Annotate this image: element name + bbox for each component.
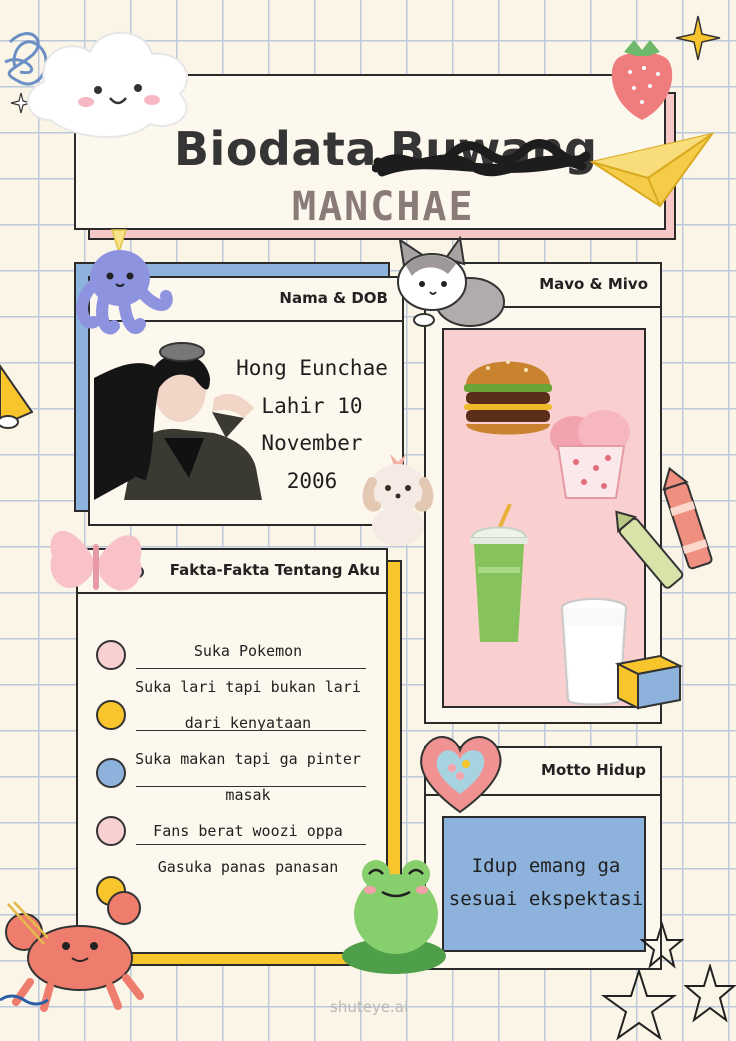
fact-3a: Suka makan tapi ga pinter — [135, 750, 361, 768]
fact-3b: masak — [225, 786, 271, 804]
fact-dot-4 — [96, 816, 126, 846]
bio-name: Hong Eunchae — [236, 356, 388, 380]
bio-dob-3: 2006 — [286, 468, 338, 493]
burger-icon — [458, 346, 558, 442]
frog-icon — [336, 852, 452, 976]
profile-header-label: Nama & DOB — [279, 289, 388, 307]
fact-underline — [136, 668, 366, 669]
title-main: Biodata — [174, 122, 377, 176]
cloud-sticker-icon — [20, 20, 200, 144]
favorites-header-label: Mavo & Mivo — [539, 275, 648, 293]
puppy-icon — [360, 444, 438, 548]
paper-plane-icon — [590, 132, 716, 208]
fact-5: Gasuka panas panasan — [157, 858, 339, 876]
cat-icon — [390, 236, 510, 332]
toy-block-icon — [614, 652, 684, 710]
party-hat-icon — [0, 356, 34, 436]
scribble-strikeout — [372, 132, 592, 192]
outline-star-medium-icon — [684, 964, 736, 1024]
octopus-icon — [74, 226, 174, 338]
watermark: shuteye.ai — [330, 998, 409, 1016]
crayon-green-icon — [604, 500, 692, 596]
pencil-sketch-icon — [4, 900, 48, 948]
motto-panel — [442, 816, 646, 952]
matcha-drink-icon — [466, 500, 532, 648]
fact-dot-2 — [96, 700, 126, 730]
title-struck-word: Buwang — [390, 122, 598, 176]
bio-dob-1: Lahir 10 — [261, 393, 363, 418]
fact-underline — [136, 730, 366, 731]
fact-1: Suka Pokemon — [193, 642, 303, 660]
title-name: MANCHAE — [292, 184, 475, 230]
motto-line-2: sesuai ekspektasi — [448, 888, 644, 910]
outline-star-large-icon — [600, 968, 678, 1041]
fact-underline — [136, 844, 366, 845]
fact-dot-1 — [96, 640, 126, 670]
motto-header-label: Motto Hidup — [541, 761, 646, 779]
heart-frame-icon — [414, 730, 506, 816]
sparkle-star-icon — [674, 14, 722, 62]
strawberry-icon — [604, 28, 680, 124]
motto-line-1: Idup emang ga — [471, 855, 621, 877]
ice-cream-icon — [548, 406, 634, 502]
butterfly-icon — [44, 520, 148, 610]
fact-4: Fans berat woozi oppa — [153, 822, 343, 840]
outline-star-icon — [640, 922, 684, 970]
facts-header-label: Fakta-Fakta Tentang Aku — [169, 561, 380, 579]
fact-2a: Suka lari tapi bukan lari — [135, 678, 361, 696]
bio-dob-2: November — [261, 431, 363, 455]
fact-2b: dari kenyataan — [184, 714, 312, 732]
motto-text — [424, 850, 668, 916]
fact-dot-3 — [96, 758, 126, 788]
